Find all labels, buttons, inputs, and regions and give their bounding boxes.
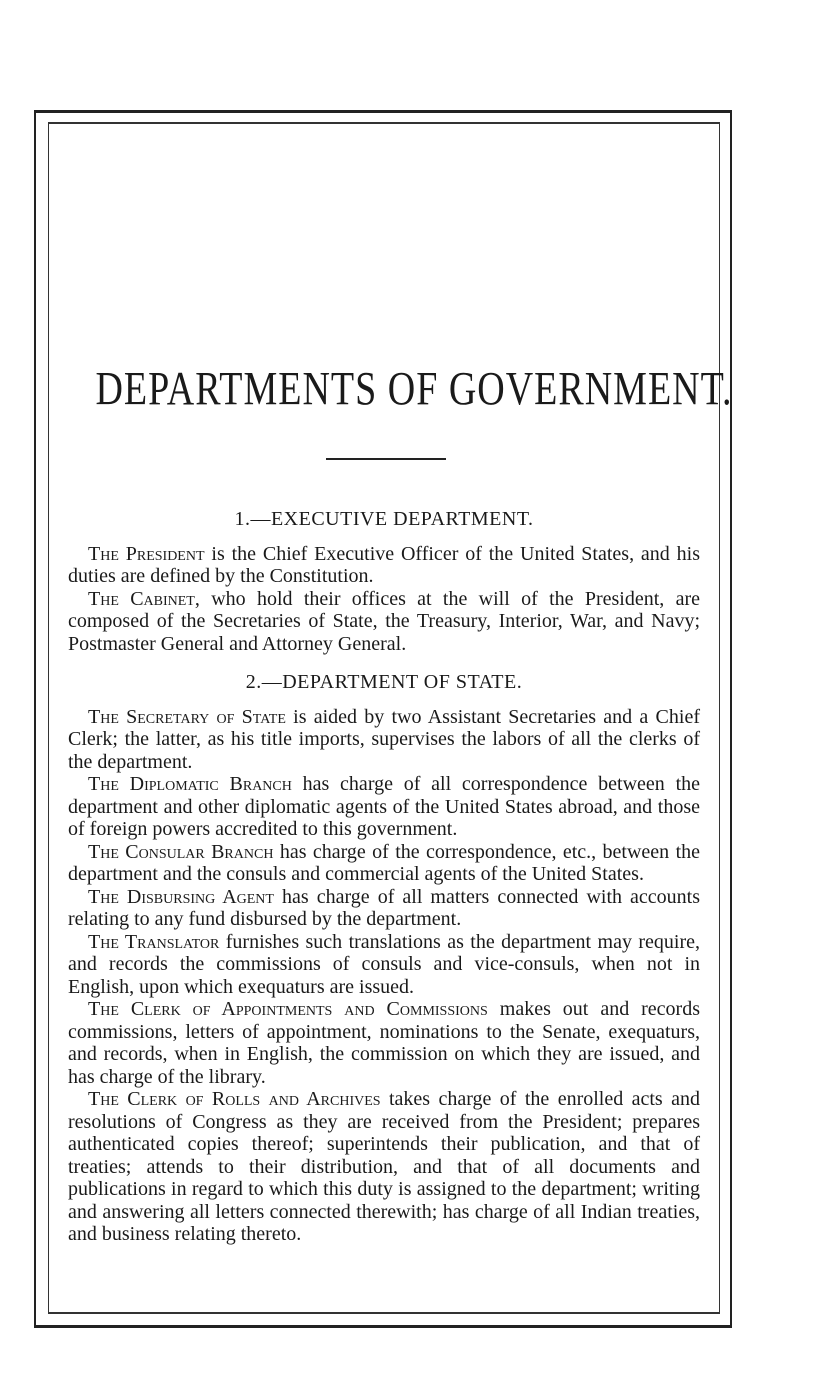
paragraph-translator [68, 931, 700, 999]
paragraph-lead: The Cabinet [88, 587, 195, 610]
paragraph-text: furnishes such translations as the department may require, and records the commissions of consuls and vice-consuls, when not in English, upon which exequaturs are issued. [68, 930, 700, 998]
paragraph-disbursing-agent [68, 886, 700, 931]
paragraph-lead: The Clerk of Rolls and Archives [88, 1088, 381, 1110]
paragraph-clerk-of-rolls [68, 1088, 700, 1246]
paragraph-lead: The Clerk of Appointments and Commissions [88, 998, 488, 1020]
paragraph-text: is aided by two Assistant Secretaries and a Chief Clerk; the latter, as his title imports, supervises the labors of all the clerks of the department. [68, 705, 700, 773]
paragraph-lead: The Disbursing Agent [88, 885, 274, 908]
paragraph-clerk-of-appointments [68, 998, 700, 1088]
paragraph-text: takes charge of the enrolled acts and resolutions of Congress as they are received from the President; prepares authenticated copies thereof; superintends their publication, and that of treaties; attends to their distribution, and that of all documents and publications in regard to which this duty is assigned to the department; writing and answering all letters connected therewith; has charge of all Indian treaties, and business relating thereto. [68, 1088, 700, 1245]
paragraph-consular-branch [68, 841, 700, 886]
paragraph-text: has charge of the correspondence, etc., between the department and the consuls and commercial agents of the United States. [68, 840, 700, 885]
paragraph-cabinet [68, 588, 700, 656]
page-title: DEPARTMENTS OF GOVERNMENT. [95, 363, 733, 416]
paragraph-secretary-of-state [68, 706, 700, 774]
section-department-of-state [68, 671, 700, 1246]
paragraph-diplomatic-branch [68, 773, 700, 841]
section-heading: 1.—EXECUTIVE DEPARTMENT. [234, 508, 534, 530]
section-heading: 2.—DEPARTMENT OF STATE. [245, 671, 523, 693]
title-divider-rule [326, 458, 446, 460]
paragraph-lead: The Diplomatic Branch [88, 773, 292, 795]
paragraph-text: has charge of all matters connected with accounts relating to any fund disbursed by the department. [68, 885, 701, 930]
section-executive-department [68, 508, 700, 655]
paragraph-text: makes out and records commissions, letters of appointment, nominations to the Senate, exequaturs, and records, when in English, the commission on which they are issued, and has charge of the library. [68, 998, 701, 1088]
paragraph-text: is the Chief Executive Officer of the United States, and his duties are defined by the Constitution. [68, 542, 700, 587]
paragraph-lead: The Consular Branch [88, 840, 274, 863]
paragraph-lead: The President [88, 542, 205, 565]
paragraph-text: has charge of all correspondence between the department and other diplomatic agents of the United States abroad, and those of foreign powers accredited to this government. [68, 773, 701, 840]
document-body [68, 508, 700, 1246]
paragraph-text: , who hold their offices at the will of the President, are composed of the Secretaries of State, the Treasury, Interior, War, and Navy; Postmaster General and Attorney General. [68, 587, 701, 655]
paragraph-lead: The Translator [88, 930, 220, 953]
paragraph-president [68, 543, 700, 588]
paragraph-lead: The Secretary of State [88, 705, 286, 728]
